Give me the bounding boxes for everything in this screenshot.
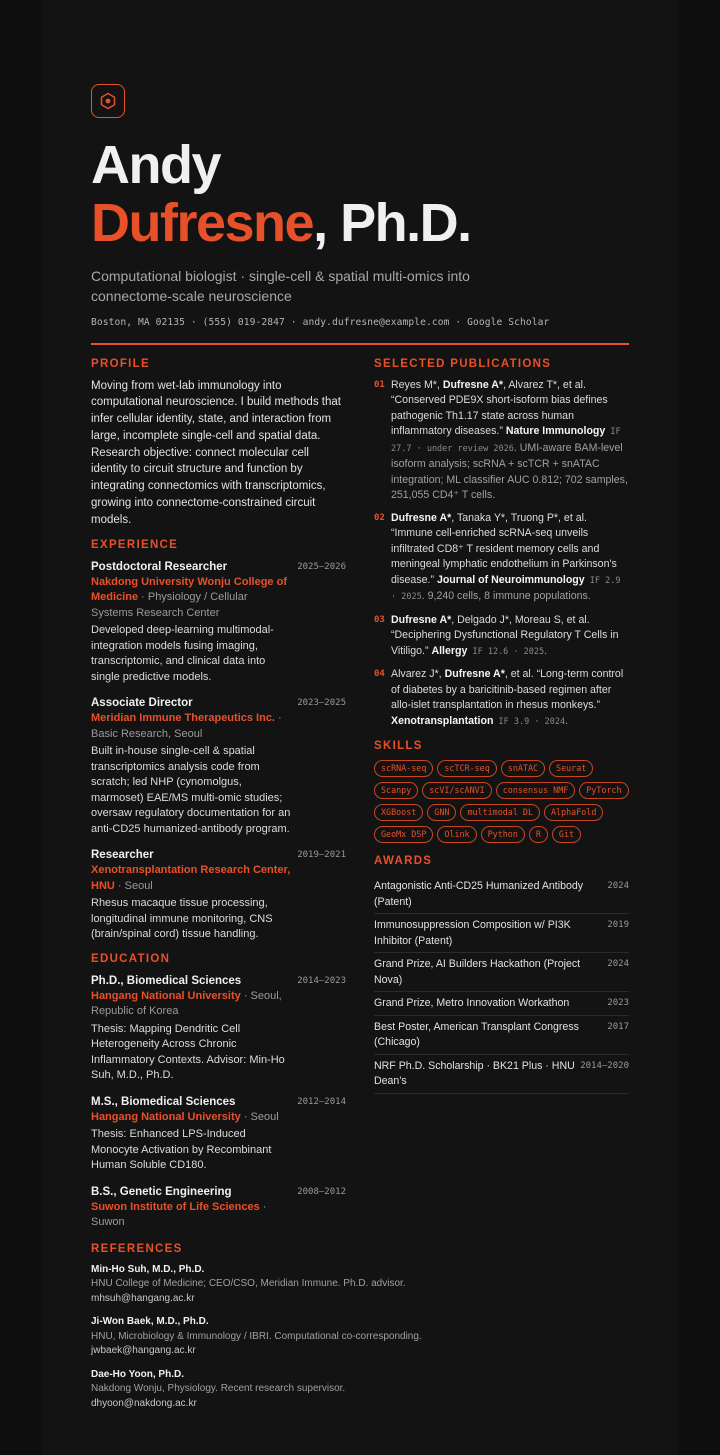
full-name xyxy=(91,136,629,252)
reference-item xyxy=(91,1368,629,1412)
award-year: 2024 xyxy=(607,959,629,969)
organization-name: Hangang National University xyxy=(91,989,241,1002)
publication-text xyxy=(391,378,629,504)
entry-date: 2023–2025 xyxy=(297,698,346,709)
publication-citation: , Delgado J*, Moreau S, et al. “Deciphering Dysfunctional Regulatory T Cells in Vitiligo.” xyxy=(391,613,619,657)
entry-title: Researcher xyxy=(91,849,154,862)
skill-tag: scTCR-seq xyxy=(437,760,496,777)
contact-separator: · xyxy=(449,317,468,328)
tagline: Computational biologist · single-cell & spatial multi-omics into connectome-scale neuroscience xyxy=(91,268,470,304)
organization-name: Nakdong University Wonju College of Medicine xyxy=(91,575,287,604)
award-title: Grand Prize, Metro Innovation Workathon xyxy=(374,997,570,1009)
skill-tag: Seurat xyxy=(549,760,593,777)
publication-notes: . xyxy=(544,644,548,657)
reference-item xyxy=(91,1263,629,1307)
publications-heading: SELECTED PUBLICATIONS xyxy=(374,357,552,370)
skill-tag: AlphaFold xyxy=(544,804,603,821)
references-list xyxy=(91,1263,629,1412)
experience-list xyxy=(91,559,346,943)
entry-organization xyxy=(91,1200,291,1231)
skills-list xyxy=(374,760,629,843)
skill-tag: GeoMx DSP xyxy=(374,826,433,843)
hexagon-icon xyxy=(91,84,125,118)
experience-heading: EXPERIENCE xyxy=(91,538,179,551)
entry-title: B.S., Genetic Engineering xyxy=(91,1185,232,1198)
award-year: 2017 xyxy=(607,1021,629,1032)
award-item xyxy=(374,1016,629,1055)
organization-detail: · Seoul xyxy=(240,1110,279,1123)
reference-affiliation: HNU, Microbiology & Immunology / IBRI. Computational co-corresponding. xyxy=(91,1330,422,1342)
organization-name: Meridian Immune Therapeutics Inc. xyxy=(91,712,275,725)
reference-item xyxy=(91,1315,629,1359)
publication-citation: , Tanaka Y*, Truong P*, et al. “Immune cell-enriched scRNA-seq unveils infiltrated CD8⁺ T resident memory cells and meningeal lymphatic endothelium in Parkinson's disease.” xyxy=(391,511,617,586)
entry-date: 2012–2014 xyxy=(297,1096,346,1107)
publication-item xyxy=(374,667,629,730)
right-column xyxy=(374,358,629,1241)
contact-separator: · xyxy=(185,317,203,328)
entry-description: Thesis: Mapping Dendritic Cell Heterogeneity Across Chronic Inflammatory Contexts. Advisor: Min-Ho Suh, M.D., Ph.D. xyxy=(91,1022,285,1082)
profile-text: Moving from wet-lab immunology into computational neuroscience. I build methods that infer cellular identity, state, and interaction from large, incomplete single-cell and spatial data. Research objective: connect molecular cell identity to circuit structure and function by integrating connectomics with transcriptomics, growing into connectome-constrained circuit models. xyxy=(91,379,341,526)
reference-email[interactable]: mhsuh@hangang.ac.kr xyxy=(91,1292,195,1304)
publication-text xyxy=(391,667,629,730)
resume-page xyxy=(42,0,678,1455)
entry-item xyxy=(91,1184,346,1231)
skill-tag: scRNA-seq xyxy=(374,760,433,777)
organization-detail: · Basic Research, Seoul xyxy=(91,712,282,740)
publication-text xyxy=(391,613,629,661)
entry-organization xyxy=(91,989,291,1020)
skill-tag: consensus NMF xyxy=(496,782,576,799)
entry-date: 2008–2012 xyxy=(297,1186,346,1197)
publication-authors-pre: Alvarez J*, xyxy=(391,668,445,680)
entry-title: Postdoctoral Researcher xyxy=(91,560,228,573)
publication-impact: IF 2.9 · 2025 xyxy=(391,575,621,602)
entry-title: Ph.D., Biomedical Sciences xyxy=(91,974,242,987)
first-name: Andy xyxy=(91,135,220,195)
publication-self-author: Dufresne A* xyxy=(442,378,504,391)
education-heading: EDUCATION xyxy=(91,952,171,965)
award-title: Best Poster, American Transplant Congress (Chicago) xyxy=(374,1020,579,1048)
skill-tag: GNN xyxy=(427,804,456,821)
reference-email[interactable]: dhyoon@nakdong.ac.kr xyxy=(91,1397,197,1409)
entry-organization xyxy=(91,1110,291,1126)
organization-detail: · Physiology / Cellular Systems Research Center xyxy=(91,591,248,619)
phone-link[interactable]: (555) 019-2847 xyxy=(202,317,285,328)
entry-organization xyxy=(91,863,291,894)
email-link[interactable]: andy.dufresne@example.com xyxy=(302,317,450,328)
skill-tag: Git xyxy=(552,826,581,843)
entry-description: Built in-house single-cell & spatial transcriptomics analysis code from scratch; led NHP (cynomolgus, marmoset) EAE/MS multi-omic studies; oversaw regulatory documentation for an anti-CD25 humanized-antibody program. xyxy=(91,745,291,835)
entry-organization xyxy=(91,575,291,622)
name-suffix: , Ph.D. xyxy=(313,193,471,253)
entry-header xyxy=(91,559,346,575)
profile-heading: PROFILE xyxy=(91,357,150,370)
organization-name: Hangang National University xyxy=(91,1110,241,1123)
entry-title: Associate Director xyxy=(91,697,193,710)
reference-email[interactable]: jwbaek@hangang.ac.kr xyxy=(91,1345,196,1357)
publication-number: 03 xyxy=(374,614,385,625)
award-year: 2019 xyxy=(607,920,629,930)
publication-number: 02 xyxy=(374,512,385,523)
award-title: Grand Prize, AI Builders Hackathon (Project Nova) xyxy=(374,958,581,986)
award-item xyxy=(374,875,629,914)
entry-date: 2025–2026 xyxy=(297,561,346,572)
entry-item xyxy=(91,695,346,837)
skills-heading: SKILLS xyxy=(374,740,423,752)
award-title: NRF Ph.D. Scholarship · BK21 Plus · HNU Dean's xyxy=(374,1059,575,1087)
publication-impact: IF 3.9 · 2024 xyxy=(493,716,566,727)
skill-tag: scVI/scANVI xyxy=(422,782,491,799)
entry-description: Rhesus macaque tissue processing, longitudinal immune monitoring, CNS (brain/spinal cord) tissue handling. xyxy=(91,897,273,941)
organization-detail: · Seoul xyxy=(114,879,153,892)
skill-tag: XGBoost xyxy=(374,804,423,821)
entry-date: 2019–2021 xyxy=(297,850,346,861)
organization-detail: · Seoul, Republic of Korea xyxy=(91,989,282,1018)
organization-name: Suwon Institute of Life Sciences xyxy=(91,1200,260,1213)
entry-header xyxy=(91,847,346,863)
award-item xyxy=(374,1055,629,1094)
entry-organization xyxy=(91,711,291,742)
entry-header xyxy=(91,695,346,711)
header-divider xyxy=(91,343,629,345)
entry-description: Thesis: Enhanced LPS-Induced Monocyte Activation by Recombinant Human Soluble CD180. xyxy=(91,1128,272,1172)
award-year: 2014–2020 xyxy=(580,1060,629,1071)
publication-authors-pre: Reyes M*, xyxy=(391,378,443,391)
contact-line xyxy=(91,317,629,328)
publication-self-author: Dufresne A* xyxy=(391,613,452,626)
skill-tag: Python xyxy=(481,826,525,843)
publication-item xyxy=(374,378,629,504)
reference-affiliation: HNU College of Medicine; CEO/CSO, Meridian Immune. Ph.D. advisor. xyxy=(91,1278,406,1290)
publications-list xyxy=(374,378,629,731)
contact-separator: · xyxy=(284,317,303,328)
publication-number: 01 xyxy=(374,379,385,390)
references-heading: REFERENCES xyxy=(91,1242,183,1255)
organization-detail: · Suwon xyxy=(91,1200,267,1229)
award-item xyxy=(374,914,629,953)
references-section xyxy=(91,1243,629,1412)
publication-journal: Journal of Neuroimmunology xyxy=(436,573,585,586)
organization-name: Xenotransplantation Research Center, HNU xyxy=(91,864,291,892)
publication-text xyxy=(391,511,629,606)
skill-tag: R xyxy=(529,826,548,843)
skill-tag: snATAC xyxy=(501,760,545,777)
entry-header xyxy=(91,1184,346,1200)
reference-name: Ji-Won Baek, M.D., Ph.D. xyxy=(91,1316,209,1328)
resume-content xyxy=(91,84,629,1420)
reference-name: Dae-Ho Yoon, Ph.D. xyxy=(91,1368,184,1380)
entry-item xyxy=(91,1094,346,1174)
reference-name: Min-Ho Suh, M.D., Ph.D. xyxy=(91,1263,205,1275)
publication-self-author: Dufresne A* xyxy=(391,511,452,524)
left-column xyxy=(91,358,346,1241)
award-year: 2024 xyxy=(607,881,629,891)
entry-item xyxy=(91,847,346,943)
location: Boston, MA 02135 xyxy=(91,317,186,328)
skill-tag: multimodal DL xyxy=(460,804,540,821)
skill-tag: Scanpy xyxy=(374,782,418,799)
publication-impact: IF 27.7 · under review 2026 xyxy=(391,427,621,454)
entry-item xyxy=(91,559,346,686)
publication-journal: Allergy xyxy=(431,644,468,657)
entry-description: Developed deep-learning multimodal-integration models fusing imaging, transcriptomic, and clinical data into single predictive models. xyxy=(91,624,274,683)
awards-list xyxy=(374,875,629,1094)
entry-item xyxy=(91,973,346,1084)
publication-journal: Nature Immunology xyxy=(505,425,606,437)
publication-notes: . 9,240 cells, 8 immune populations. xyxy=(421,590,591,602)
publication-self-author: Dufresne A* xyxy=(444,668,505,680)
publication-notes: . xyxy=(565,714,569,727)
publication-citation: , et al. “Long-term control of diabetes by a baricitinib-based regimen after allo-islet transplantation in rhesus monkeys.” xyxy=(391,668,624,711)
publication-item xyxy=(374,613,629,661)
skill-tag: Olink xyxy=(437,826,476,843)
publication-number: 04 xyxy=(374,669,385,679)
publication-journal: Xenotransplantation xyxy=(391,714,494,727)
awards-heading: AWARDS xyxy=(374,855,433,867)
entry-header xyxy=(91,1094,346,1110)
reference-affiliation: Nakdong Wonju, Physiology. Recent research supervisor. xyxy=(91,1383,346,1395)
education-list xyxy=(91,973,346,1231)
publication-item xyxy=(374,511,629,606)
skill-tag: PyTorch xyxy=(579,782,628,799)
award-item xyxy=(374,992,629,1016)
last-name: Dufresne xyxy=(91,193,314,253)
scholar-link[interactable]: Google Scholar xyxy=(467,317,550,328)
award-item xyxy=(374,953,629,992)
two-column-body xyxy=(91,358,629,1241)
publication-notes: . UMI-aware BAM-level isoform analysis; scRNA + scTCR + snATAC integration; ML classifier AUC 0.812; 702 samples, 251,055 CD4⁺ T cells. xyxy=(391,441,628,501)
award-title: Antagonistic Anti-CD25 Humanized Antibody (Patent) xyxy=(374,880,584,908)
award-title: Immunosuppression Composition w/ PI3K Inhibitor (Patent) xyxy=(374,919,571,947)
entry-date: 2014–2023 xyxy=(297,975,346,986)
publication-citation: , Alvarez T*, et al. “Conserved PDE9X short-isoform bias defines pathogenic Th1.17 state across human inflammatory diseases.” xyxy=(391,378,608,437)
entry-header xyxy=(91,973,346,989)
publication-impact: IF 12.6 · 2025 xyxy=(467,646,545,657)
award-year: 2023 xyxy=(607,998,629,1008)
entry-title: M.S., Biomedical Sciences xyxy=(91,1095,236,1108)
